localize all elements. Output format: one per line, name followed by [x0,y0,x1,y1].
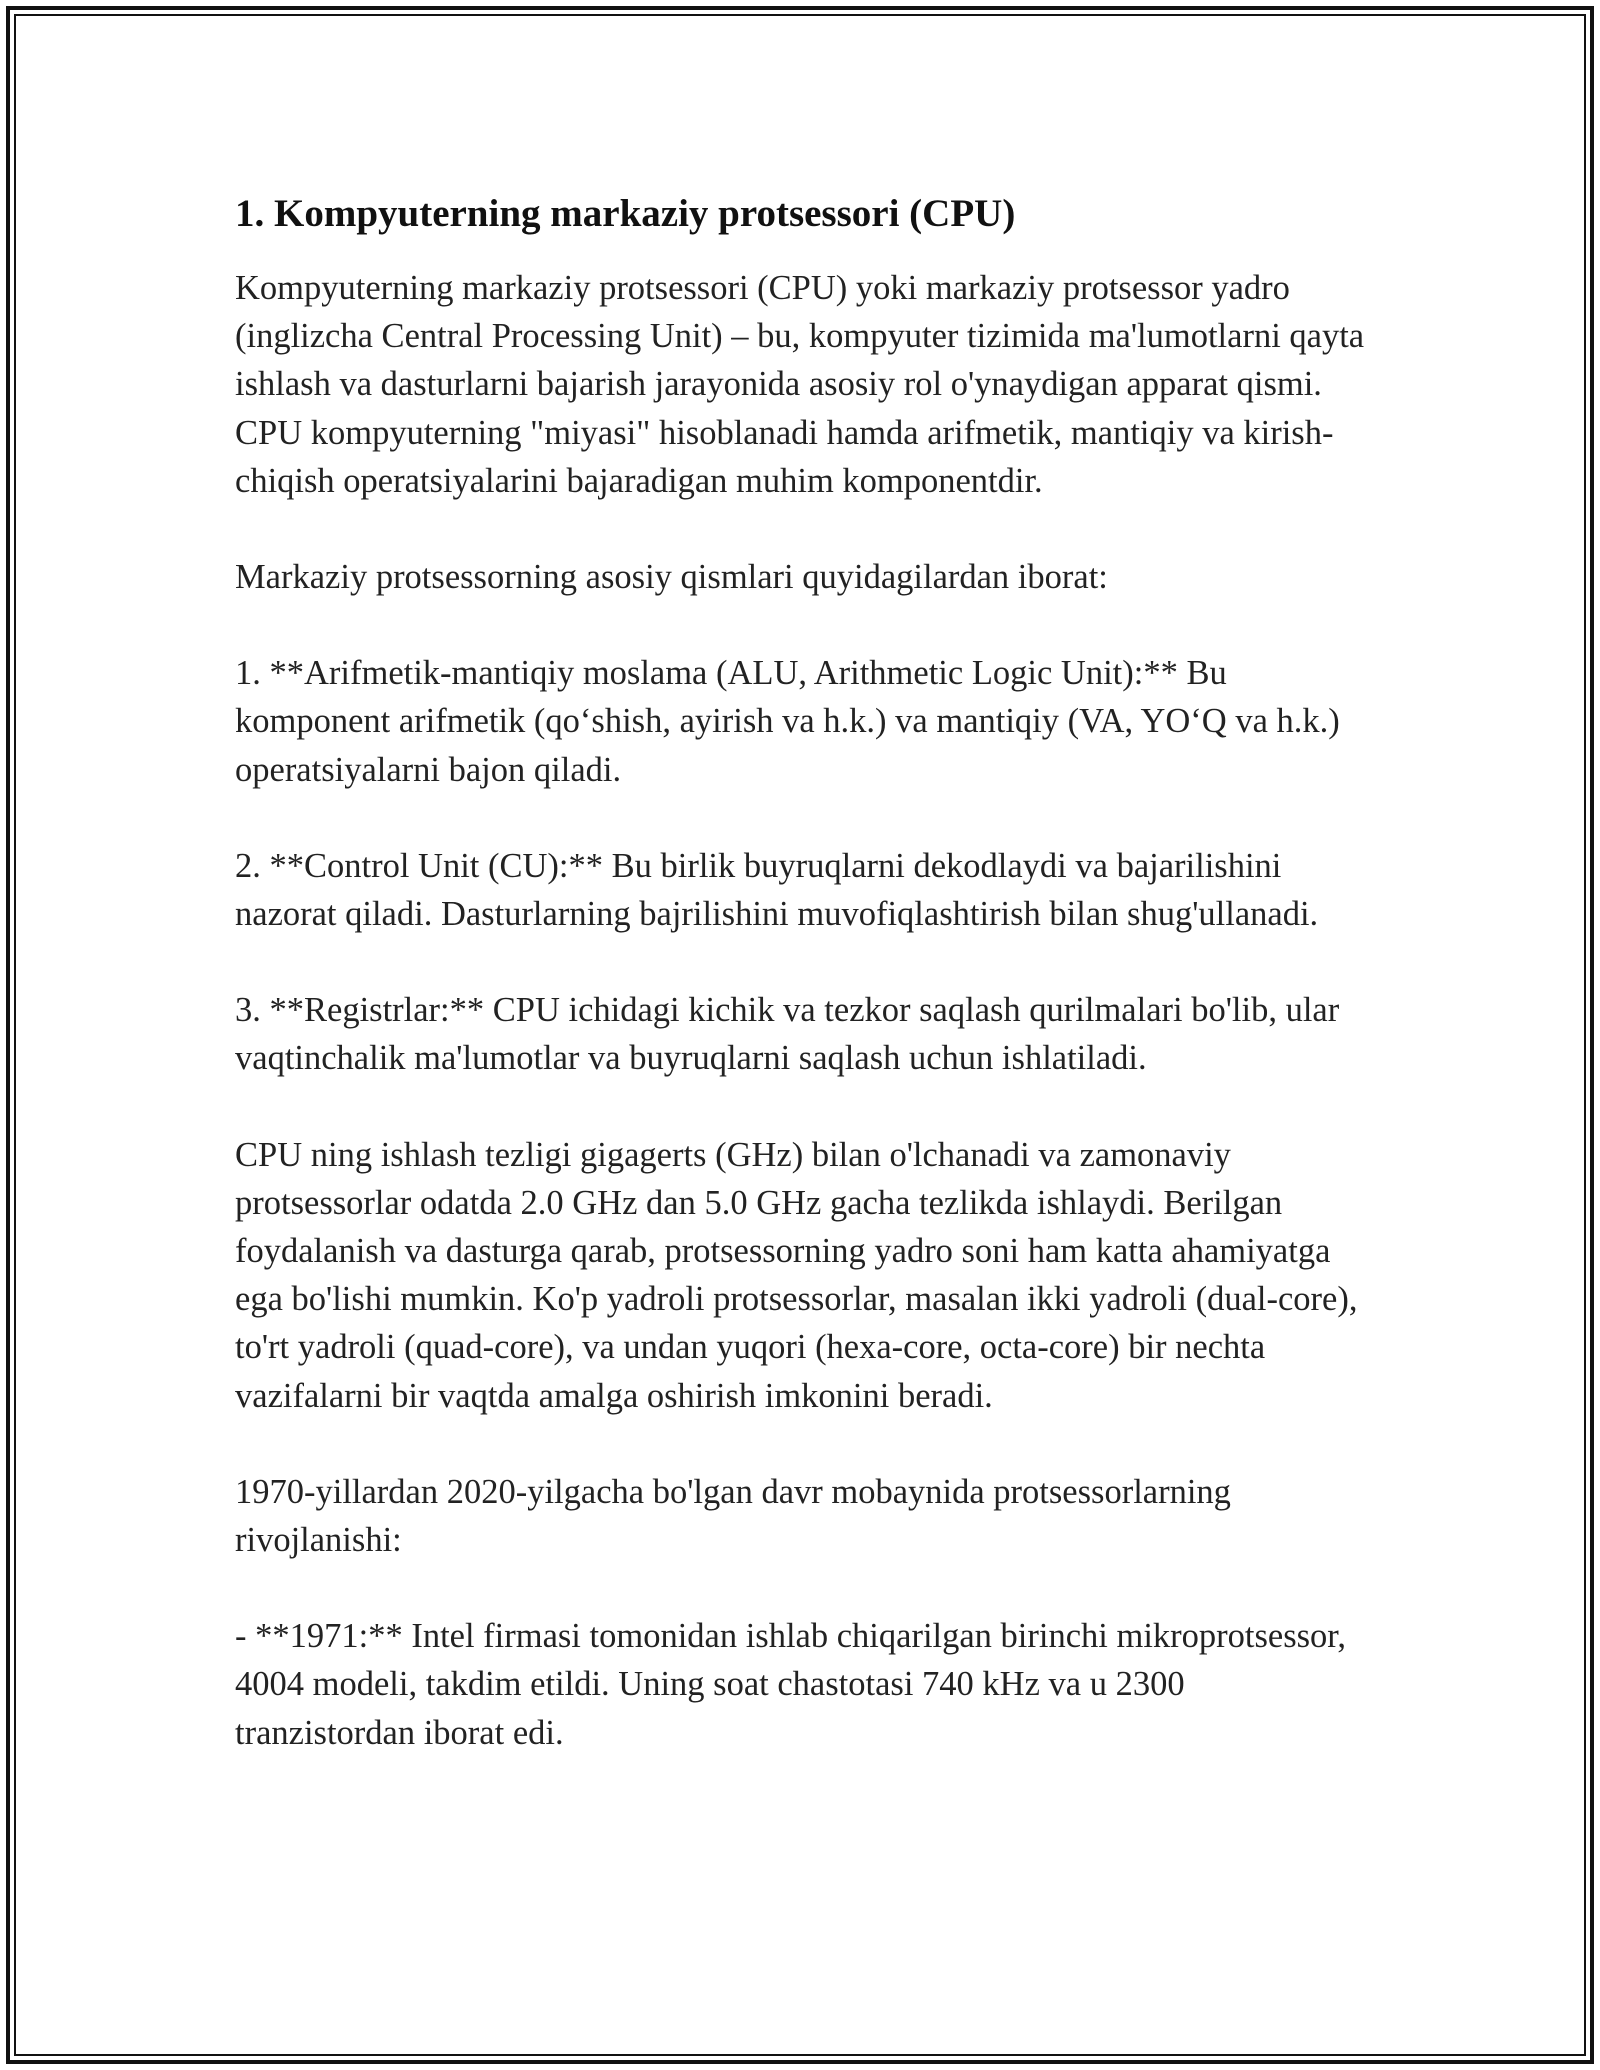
paragraph-1971: - **1971:** Intel firmasi tomonidan ishlab chiqarilgan birinchi mikroprotsessor, 4004 modeli, takdim etildi. Uning soat chastotasi 740 kHz va u 2300 tranzistordan iborat edi. [235,1617,1347,1752]
document-title: 1. Kompyuterning markaziy protsessori (CPU) [235,192,1016,235]
paragraph-speed: CPU ning ishlash tezligi gigagerts (GHz) bilan o'lchanadi va zamonaviy protsessorlar odatda 2.0 GHz dan 5.0 GHz gacha tezlikda ishlaydi. Berilgan foydalanish va dasturga qarab, protsessorning yadro soni ham katta ahamiyatga ega bo'lishi mumkin. Ko'p yadroli protsessorlar, masalan ikki yadroli (dual-core), to'rt yadroli (quad-core), va undan yuqori (hexa-core, octa-core) bir nechta vazifalarni bir vaqtda amalga oshirish imkonini beradi. [235,1135,1358,1415]
paragraph-cpu-definition: Kompyuterning markaziy protsessori (CPU) yoki markaziy protsessor yadro (inglizcha Central Processing Unit) – bu, kompyuter tizimida ma'lumotlarni qayta ishlash va dasturlarni bajarish jarayonida asosiy rol o'ynaydigan apparat qismi. CPU kompyuterning "miyasi" hisoblanadi hamda arifmetik, mantiqiy va kirish-chiqish operatsiyalarini bajaradigan muhim komponentdir. [235,269,1365,500]
document-body [235,186,1365,1805]
paragraph-history-intro: 1970-yillardan 2020-yilgacha bo'lgan davr mobaynida protsessorlarning rivojlanishi: [235,1472,1231,1560]
paragraph-control-unit: 2. **Control Unit (CU):** Bu birlik buyruqlarni dekodlaydi va bajarilishini nazorat qiladi. Dasturlarning bajrilishini muvofiqlashtirish bilan shug'ullanadi. [235,846,1319,934]
paragraph-registers: 3. **Registrlar:** CPU ichidagi kichik va tezkor saqlash qurilmalari bo'lib, ular vaqtinchalik ma'lumotlar va buyruqlarni saqlash uchun ishlatiladi. [235,991,1340,1078]
paragraph-alu: 1. **Arifmetik-mantiqiy moslama (ALU, Arithmetic Logic Unit):** Bu komponent arifmetik (qo‘shish, ayirish va h.k.) va mantiqiy (VA, YO‘Q va h.k.) operatsiyalarni bajon qiladi. [235,654,1340,789]
paragraph-parts-intro: Markaziy protsessorning asosiy qismlari quyidagilardan iborat: [235,558,1108,597]
